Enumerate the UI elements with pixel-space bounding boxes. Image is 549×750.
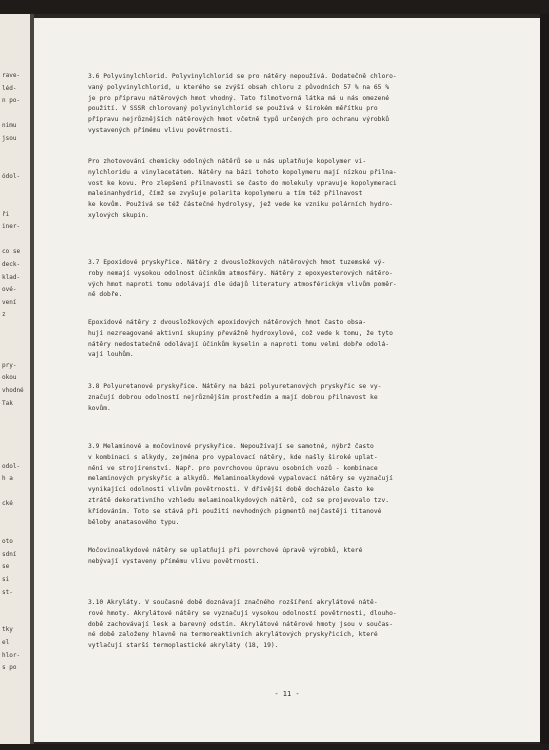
- margin-fragment: rave-: [2, 72, 21, 79]
- text-line: [88, 507, 381, 516]
- text-line: [88, 609, 397, 618]
- line-text: maleinanhydrid, čímž se zvyšuje polarita kopolymeru a tím též přilnavost: [88, 190, 363, 198]
- margin-fragment: Tak: [2, 399, 13, 407]
- text-line: [88, 340, 389, 349]
- margin-fragment: s po: [2, 664, 17, 672]
- line-text: nátěry nedostatečně odolávají účinkům kyselin a naproti tomu velmi dobře odolá-: [88, 340, 390, 348]
- line-text: použití. V SSSR chlorovaný polyvinylchlorid se používá v širokém měřítku pro: [88, 105, 378, 113]
- text-line: [88, 329, 393, 338]
- text-line: [88, 83, 389, 92]
- text-line: [88, 72, 397, 81]
- margin-fragment: pry-: [2, 361, 17, 369]
- section-heading: 3.7 Epoxidové pryskyřice.: [88, 259, 184, 266]
- text-line: [88, 474, 393, 483]
- document-page: [34, 18, 540, 742]
- text-line: [88, 269, 393, 278]
- line-text: Nátěry z dvousložkových nátěrových hmot tuzemské vý-: [187, 259, 386, 266]
- line-text: značují dobrou odolností nejrůznějším prostředím a mají dobrou přilnavost ke: [88, 393, 378, 401]
- line-text: přípravu nejrůznějších nátěrových hmot včetně typů určených pro ochranu výrobků: [88, 116, 390, 124]
- line-text: ztrátě dekorativního vzhledu melaminoalkydových nátěrů, což se projevovalo tzv.: [88, 497, 390, 504]
- line-text: nění ve strojírenství. Např. pro povrchovou úpravu osobních vozů - kombinace: [88, 464, 378, 472]
- text-line: [88, 258, 385, 267]
- margin-fragment: ové-: [2, 286, 17, 294]
- margin-fragment: ódol-: [2, 172, 21, 180]
- line-text: ně dobře.: [88, 291, 123, 299]
- margin-fragment: hlor-: [2, 651, 21, 659]
- scan-edge-right: [540, 14, 549, 744]
- margin-fragment: nimu: [2, 122, 17, 130]
- margin-fragment: co se: [2, 248, 21, 256]
- text-line: [88, 94, 389, 103]
- line-text: vytlačují starší termoplastické akryláty (18, 19).: [88, 642, 279, 650]
- text-line: [88, 464, 378, 473]
- text-line: [88, 453, 378, 462]
- section-heading: 3.10 Akryláty.: [88, 599, 142, 606]
- margin-fragment: h a: [2, 475, 13, 483]
- text-line: [88, 382, 381, 391]
- text-line: [88, 350, 134, 359]
- margin-fragment: si: [2, 576, 10, 583]
- text-line: [88, 157, 366, 166]
- text-line: [88, 442, 374, 451]
- line-text: kovům.: [88, 404, 111, 412]
- text-line: [88, 168, 397, 177]
- margin-fragment: klad-: [2, 273, 21, 281]
- text-line: [88, 485, 374, 494]
- line-text: Močovinoalkydové nátěry se uplatňují při povrchové úpravě výrobků, které: [88, 547, 363, 554]
- section-heading: 3.9 Melaminové a močovinové pryskyřice.: [88, 443, 237, 450]
- line-text: hují nezreagované aktivní skupiny převážně hydroxylové, což vede k tomu, že tyto: [88, 329, 393, 337]
- text-line: [88, 211, 149, 220]
- line-text: nebývají vystaveny přímému vlivu povětrnosti.: [88, 557, 260, 565]
- line-text: Nátěry na bázi polyuretanových pryskyřic se vy-: [202, 383, 382, 390]
- text-line: [88, 318, 366, 327]
- line-text: křídováním. Toto se stává při použití nevhodných pigmentů nejčastěji titanové: [88, 507, 382, 515]
- margin-fragment: vení: [2, 298, 17, 306]
- text-line: [88, 200, 393, 209]
- margin-fragment: sdní: [2, 550, 17, 558]
- line-text: době zachovávají lesk a barevný odstín. Akrylátové nátěrové hmoty jsou v součas-: [88, 620, 393, 628]
- margin-fragment: jsou: [2, 135, 17, 142]
- text-line: [88, 620, 393, 629]
- line-text: Pro zhotovování chemicky odolných nátěrů se u nás uplatňuje kopolymer vi-: [88, 158, 367, 165]
- margin-fragment: vhodné: [2, 387, 24, 394]
- text-line: [88, 179, 397, 188]
- section-heading: 3.8 Polyuretanové pryskyřice.: [88, 383, 199, 390]
- scan-edge-bottom: [0, 744, 549, 750]
- text-line: [88, 115, 389, 124]
- text-line: [88, 393, 378, 402]
- previous-page-edge: [0, 14, 30, 744]
- line-text: vystavených přímému vlivu povětrnosti.: [88, 127, 233, 134]
- line-text: vynikající odolností vlivům povětrnosti. V dřívější době docházelo často ke: [88, 486, 374, 494]
- line-text: nylchloridu a vinylacetátem. Nátěry na bázi tohoto kopolymeru mají nízkou přilna-: [88, 168, 397, 176]
- margin-fragment: iner-: [2, 223, 21, 231]
- margin-fragment: z: [2, 311, 6, 319]
- line-text: je pro přípravu nátěrových hmot vhodný. Tato filmotvorná látka má u nás omezené: [88, 94, 390, 102]
- margin-fragment: deck-: [2, 261, 21, 268]
- line-text: vají louhům.: [88, 351, 134, 359]
- line-text: vých hmot naproti tomu odolávají dle údajů literatury atmosférickým vlivům poměr-: [88, 280, 397, 288]
- margin-fragment: okou: [2, 374, 17, 382]
- text-line: [88, 557, 260, 566]
- scan-edge-top: [0, 0, 549, 14]
- text-line: [88, 104, 378, 113]
- line-text: xylových skupin.: [88, 212, 149, 219]
- page-number: - 11 -: [274, 690, 300, 698]
- line-text: né době založeny hlavně na termoreaktivních akrylátových pryskyřicích, které: [88, 631, 378, 639]
- margin-fragment: tky: [2, 626, 13, 634]
- text-line: [88, 598, 378, 607]
- margin-fragment: oto: [2, 538, 13, 546]
- text-line: [88, 496, 389, 505]
- text-line: [88, 641, 279, 650]
- text-line: [88, 290, 122, 299]
- text-line: [88, 630, 378, 639]
- line-text: vaný polyvinylchlorid, u kterého se zvýší obsah chloru z původních 57 % na 65 %: [88, 83, 390, 91]
- margin-fragment: st-: [2, 588, 13, 596]
- margin-fragment: se: [2, 563, 10, 571]
- section-heading: 3.6 Polyvinylchlorid.: [88, 73, 169, 80]
- line-text: melaminových pryskyřic a alkydů. Melaminoalkydové vypalovací nátěry se vyznačují: [88, 475, 393, 483]
- line-text: ke kovům. Používá se též částečné hydrolysy, jež vede ke vzniku polárních hydro-: [88, 201, 393, 209]
- line-text: vost ke kovu. Pro zlepšení přilnavosti se často do molekuly vpravuje kopolymeraci: [88, 179, 397, 187]
- text-line: [88, 280, 397, 289]
- margin-fragment: cké: [2, 500, 13, 508]
- margin-fragment: n po-: [2, 97, 21, 105]
- line-text: Polyvinylchlorid se pro nátěry nepoužívá. Dodatečně chloro-: [171, 73, 397, 80]
- text-line: [88, 189, 362, 198]
- line-text: Nepoužívají se samotné, nýbrž často: [240, 443, 374, 450]
- margin-fragment: odol-: [2, 462, 21, 470]
- text-line: [88, 518, 179, 527]
- text-line: [88, 546, 362, 555]
- margin-fragment: ři: [2, 210, 10, 218]
- line-text: v kombinaci s alkydy, zejména pro vypalovací nátěry, kde našly široké uplat-: [88, 453, 378, 461]
- line-text: roby nemají vysokou odolnost účinkům atmosféry. Nátěry z epoxyesterových nátěro-: [88, 269, 393, 277]
- text-line: [88, 126, 233, 135]
- text-line: [88, 404, 111, 413]
- line-text: rové hmoty. Akrylátové nátěry se vyznačují vysokou odolností povětrnosti, dlouho-: [88, 609, 397, 617]
- margin-fragment: léd-: [2, 84, 17, 92]
- margin-fragment: el: [2, 639, 10, 646]
- line-text: V současné době doznávají značného rozšíření akrylátové nátě-: [145, 599, 378, 606]
- line-text: Epoxidové nátěry z dvousložkových epoxidových nátěrových hmot často obsa-: [88, 319, 367, 326]
- line-text: běloby anatasového typu.: [88, 518, 180, 526]
